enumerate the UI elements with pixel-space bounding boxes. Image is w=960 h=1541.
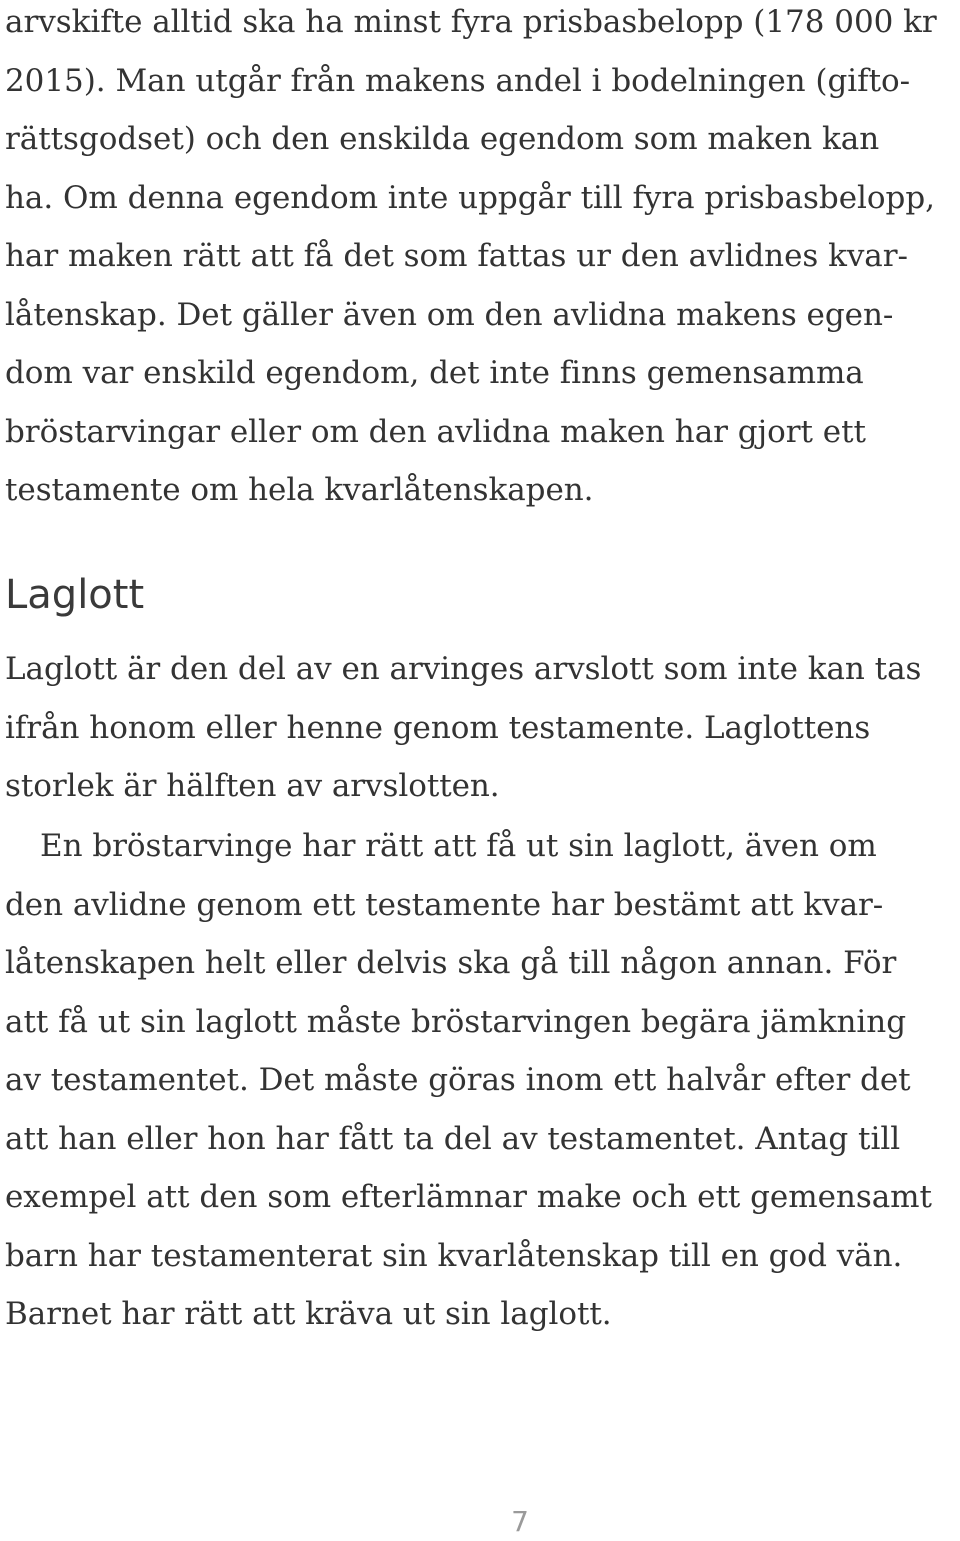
text-line: ifrån honom eller henne genom testamente. Laglottens [5, 709, 871, 746]
text-line: Barnet har rätt att kräva ut sin laglott. [5, 1296, 612, 1332]
text-line: den avlidne genom ett testamente har bestämt att kvar- [5, 886, 884, 923]
paragraph-laglott-example [5, 817, 957, 1344]
text-line: att få ut sin laglott måste bröstarvingen begära jämkning [5, 1003, 907, 1040]
text-line: av testamentet. Det måste göras inom ett halvår efter det [5, 1062, 911, 1098]
text-line: har maken rätt att få det som fattas ur den avlidnes kvar- [5, 238, 908, 274]
paragraph-intro [5, 0, 957, 520]
text-line: 2015). Man utgår från makens andel i bodelningen (gifto- [5, 62, 911, 99]
text-line: bröstarvingar eller om den avlidna maken har gjort ett [5, 413, 866, 450]
text-line: storlek är hälften av arvslotten. [5, 768, 500, 804]
page-number: 7 [511, 1505, 529, 1538]
text-line: låtenskapen helt eller delvis ska gå till någon annan. För [5, 945, 897, 981]
text-line: barn har testamenterat sin kvarlåtenskap till en god vän. [5, 1237, 903, 1274]
text-line: exempel att den som efterlämnar make och ett gemensamt [5, 1179, 932, 1215]
text-line: En bröstarvinge har rätt att få ut sin laglott, även om [40, 828, 877, 864]
paragraph-laglott-definition [5, 640, 957, 816]
text-line: Laglott är den del av en arvinges arvslott som inte kan tas [5, 651, 922, 687]
text-line: dom var enskild egendom, det inte finns gemensamma [5, 355, 864, 391]
text-line: rättsgodset) och den enskilda egendom som maken kan [5, 121, 880, 157]
text-line: arvskifte alltid ska ha minst fyra prisbasbelopp (178 000 kr [5, 4, 937, 40]
text-line: ha. Om denna egendom inte uppgår till fyra prisbasbelopp, [5, 179, 935, 216]
text-line: att han eller hon har fått ta del av testamentet. Antag till [5, 1120, 901, 1157]
text-line: testamente om hela kvarlåtenskapen. [5, 472, 594, 508]
section-heading: Laglott [5, 572, 145, 618]
text-line: låtenskap. Det gäller även om den avlidna makens egen- [5, 296, 894, 333]
